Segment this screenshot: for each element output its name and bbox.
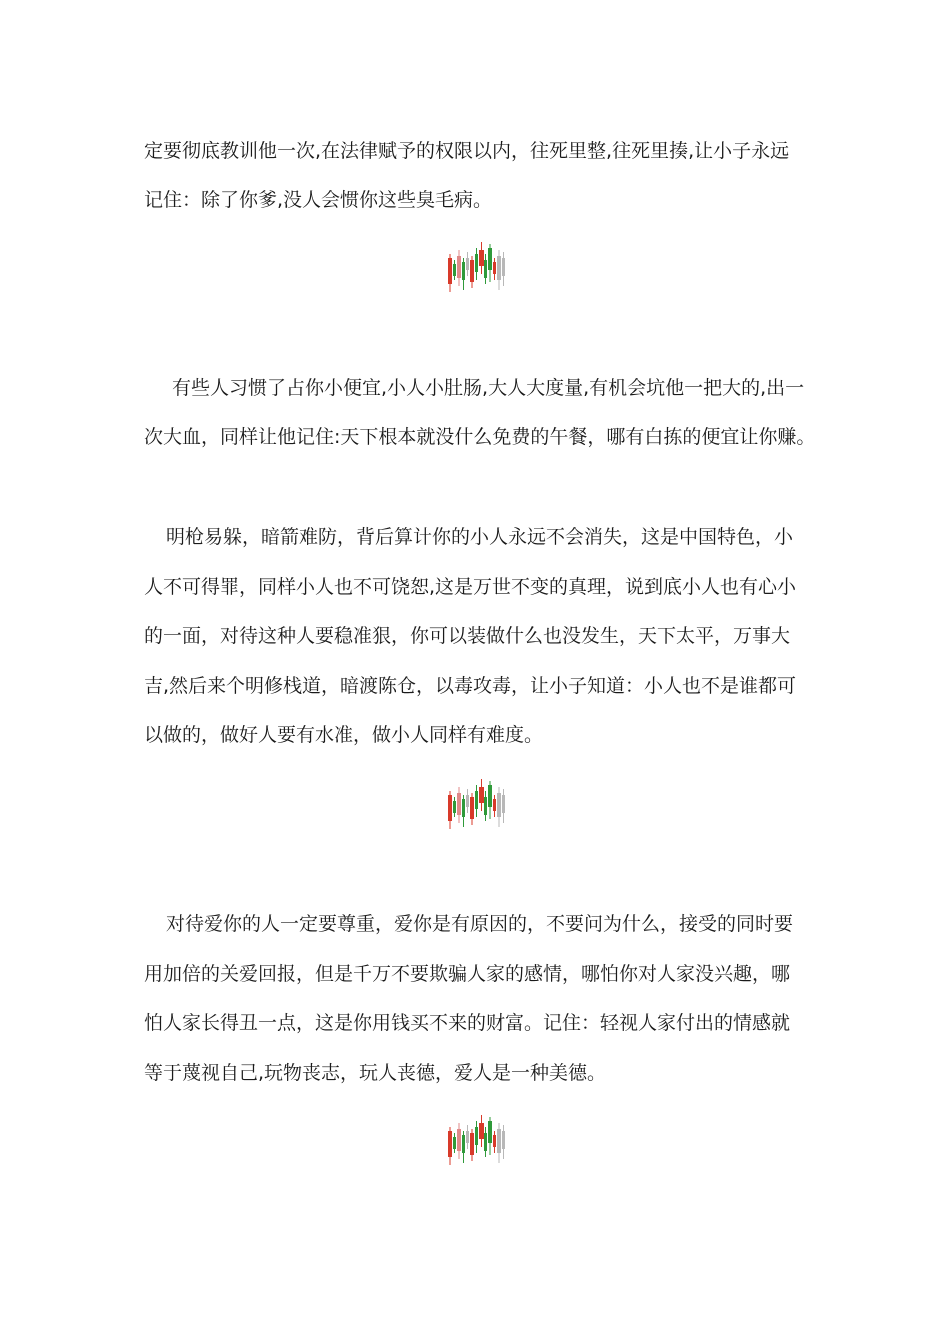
candle-body	[484, 797, 487, 815]
candle-body	[453, 264, 456, 276]
candle-body	[462, 262, 465, 280]
candlestick-chart-icon	[445, 1113, 507, 1169]
candle-body	[497, 1129, 501, 1153]
candle-body	[502, 258, 505, 276]
candle-body	[457, 256, 461, 278]
candle-body	[493, 262, 496, 274]
candle-body	[479, 1123, 484, 1139]
candle-body	[497, 256, 501, 280]
paragraph-4-line-1: 对待爱你的人一定要尊重，爱你是有原因的，不要问为什么，接受的同时要	[166, 913, 794, 935]
candle-body	[488, 1121, 492, 1143]
candle-body	[493, 1135, 496, 1147]
candle-body	[493, 799, 496, 811]
paragraph-4-line-2: 用加倍的关爱回报，但是千万不要欺骗人家的感情，哪怕你对人家没兴趣，哪	[144, 963, 791, 985]
candle-body	[488, 248, 492, 270]
candle-body	[475, 1127, 478, 1145]
candle-body	[475, 791, 478, 809]
candle-body	[502, 1131, 505, 1149]
paragraph-3-line-4: 吉,然后来个明修栈道，暗渡陈仓，以毒攻毒，让小子知道：小人也不是谁都可	[144, 675, 797, 697]
paragraph-3-line-3: 的一面，对待这种人要稳准狠，你可以装做什么也没发生，天下太平，万事大	[144, 625, 791, 647]
paragraph-2-line-1: 有些人习惯了占你小便宜,小人小肚肠,大人大度量,有机会坑他一把大的,出一	[172, 377, 805, 399]
candle-body	[470, 260, 474, 282]
paragraph-3-line-1: 明枪易躲，暗箭难防，背后算计你的小人永远不会消失，这是中国特色，小	[166, 526, 794, 548]
candle-body	[475, 254, 478, 272]
candle-body	[502, 795, 505, 813]
paragraph-4-line-3: 怕人家长得丑一点，这是你用钱买不来的财富。记住：轻视人家付出的情感就	[144, 1012, 791, 1034]
candle-body	[466, 258, 469, 270]
candle-body	[453, 801, 456, 813]
candle-body	[484, 260, 487, 278]
candle-body	[479, 787, 484, 803]
paragraph-3-line-2: 人不可得罪，同样小人也不可饶恕,这是万世不变的真理，说到底小人也有心小	[144, 576, 797, 598]
candle-body	[457, 793, 461, 815]
candle-body	[470, 797, 474, 819]
candle-body	[479, 250, 484, 266]
candle-body	[470, 1133, 474, 1155]
candle-body	[453, 1137, 456, 1149]
candle-body	[466, 1131, 469, 1143]
candle-body	[497, 793, 501, 817]
candle-body	[448, 1131, 452, 1157]
candle-body	[457, 1129, 461, 1151]
candlestick-chart-icon	[445, 777, 507, 833]
candle-body	[488, 785, 492, 807]
candle-body	[462, 1135, 465, 1153]
paragraph-1-line-2: 记住：除了你爹,没人会惯你这些臭毛病。	[144, 189, 493, 211]
candle-body	[484, 1133, 487, 1151]
candlestick-chart-icon	[445, 240, 507, 296]
paragraph-1-line-1: 定要彻底教训他一次,在法律赋予的权限以内，往死里整,往死里揍,让小子永远	[144, 140, 790, 162]
candle-body	[448, 795, 452, 821]
candle-body	[462, 799, 465, 817]
paragraph-3-line-5: 以做的，做好人要有水准，做小人同样有难度。	[144, 724, 544, 746]
paragraph-4-line-4: 等于蔑视自己,玩物丧志，玩人丧德，爱人是一种美德。	[144, 1062, 607, 1084]
paragraph-2-line-2: 次大血，同样让他记住:天下根本就没什么免费的午餐，哪有白拣的便宜让你赚。	[144, 426, 816, 448]
candle-body	[466, 795, 469, 807]
candle-body	[448, 258, 452, 284]
